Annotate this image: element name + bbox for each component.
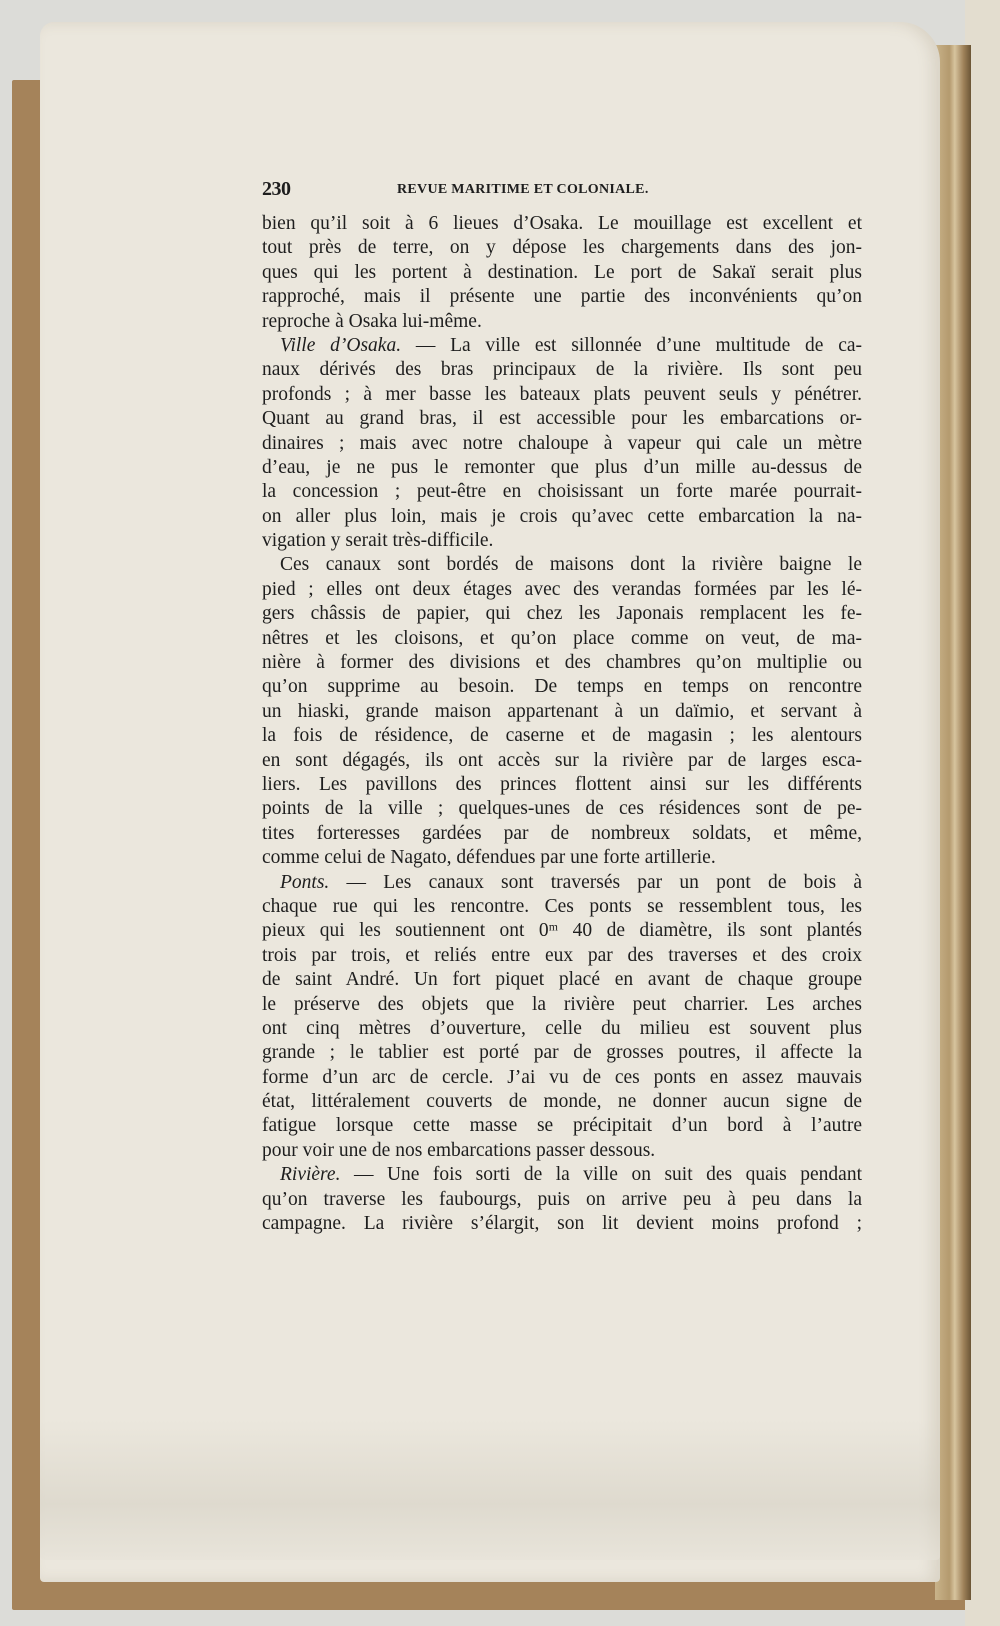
line-text: points de la ville ; quelques-unes de ces résidences sont de pe- (262, 798, 862, 820)
line-text: la concession ; peut-être en choisissant un forte marée pourrait- (262, 481, 862, 503)
line-text: pied ; elles ont deux étages avec des verandas formées par les lé- (262, 578, 862, 600)
line-text: nêtres et les cloisons, et qu’on place comme on veut, de ma- (262, 627, 862, 649)
line-text: tout près de terre, on y dépose les chargements dans des jon- (262, 237, 862, 259)
text-line (262, 871, 862, 895)
line-text: bien qu’il soit à 6 lieues d’Osaka. Le mouillage est excellent et (262, 213, 862, 234)
text-line (262, 407, 862, 431)
text-line (262, 212, 862, 236)
line-text: trois par trois, et reliés entre eux par des traverses et des croix (262, 944, 862, 966)
text-line (262, 236, 862, 260)
line-text: — La ville est sillonnée d’une multitude de ca- (401, 334, 862, 356)
line-text: d’eau, je ne pus le remonter que plus d’un mille au-dessus de (262, 456, 862, 478)
text-line (262, 773, 862, 797)
line-text: rapproché, mais il présente une partie des inconvénients qu’on (262, 286, 862, 308)
section-heading: Ponts. (280, 871, 330, 893)
section-heading: Ville d’Osaka. (280, 334, 402, 356)
text-line (262, 1114, 862, 1138)
text-line (262, 1163, 862, 1187)
text-line (262, 529, 862, 553)
text-line (262, 480, 862, 504)
page-text-block (262, 178, 862, 1236)
page-edges (935, 45, 971, 1600)
text-line (262, 749, 862, 773)
line-text: qu’on supprime au besoin. De temps en temps on rencontre (262, 676, 862, 698)
line-text: on aller plus loin, mais je crois qu’avec cette embarcation la na- (262, 505, 862, 527)
text-line (262, 602, 862, 626)
running-head (262, 178, 862, 212)
line-text: un hiaski, grande maison appartenant à un daïmio, et servant à (262, 700, 862, 722)
text-line (262, 724, 862, 748)
text-line (262, 1212, 862, 1236)
line-text: profonds ; à mer basse les bateaux plats peuvent seuls y pénétrer. (262, 383, 862, 405)
line-text: ont cinq mètres d’ouverture, celle du milieu est souvent plus (262, 1017, 862, 1039)
text-line (262, 919, 862, 943)
text-line (262, 822, 862, 846)
text-line (262, 578, 862, 602)
line-text: état, littéralement couverts de monde, ne donner aucun signe de (262, 1091, 862, 1113)
text-line (262, 383, 862, 407)
text-line (262, 456, 862, 480)
line-text: grande ; le tablier est porté par de grosses poutres, il affecte la (262, 1042, 862, 1064)
line-text: de saint André. Un fort piquet placé en avant de chaque groupe (262, 969, 862, 991)
text-line (262, 358, 862, 382)
line-text: naux dérivés des bras principaux de la rivière. Ils sont peu (262, 359, 862, 381)
page-bottom-fold (40, 1420, 940, 1560)
line-text: vigation y serait très-difficile. (262, 530, 494, 552)
text-line (262, 1017, 862, 1041)
text-line (262, 310, 862, 334)
text-line (262, 1066, 862, 1090)
line-text: pieux qui les soutiennent ont 0ᵐ 40 de diamètre, ils sont plantés (262, 920, 862, 942)
line-text: — Les canaux sont traversés par un pont de bois à (329, 871, 862, 893)
text-line (262, 505, 862, 529)
line-text: liers. Les pavillons des princes flottent ainsi sur les différents (262, 773, 862, 795)
text-line (262, 846, 862, 870)
text-line (262, 895, 862, 919)
line-text: dinaires ; mais avec notre chaloupe à vapeur qui cale un mètre (262, 432, 862, 454)
line-text: Quant au grand bras, il est accessible pour les embarcations or- (262, 408, 862, 430)
text-line (262, 1188, 862, 1212)
line-text: la fois de résidence, de caserne et de magasin ; les alentours (262, 725, 862, 747)
page-number: 230 (262, 178, 291, 200)
line-text: qu’on traverse les faubourgs, puis on arrive peu à peu dans la (262, 1188, 862, 1210)
line-text: reproche à Osaka lui-même. (262, 310, 482, 332)
text-line (262, 675, 862, 699)
line-text: nière à former des divisions et des chambres qu’on multiplie ou (262, 652, 862, 674)
text-line (262, 944, 862, 968)
line-text: campagne. La rivière s’élargit, son lit devient moins profond ; (262, 1213, 862, 1235)
line-text: fatigue lorsque cette masse se précipitait d’un bord à l’autre (262, 1115, 862, 1137)
text-line (262, 627, 862, 651)
section-heading: Rivière. (280, 1164, 341, 1186)
text-line (262, 797, 862, 821)
line-text: le préserve des objets que la rivière peut charrier. Les arches (262, 993, 862, 1015)
text-line (262, 1041, 862, 1065)
body-text (262, 212, 862, 1236)
text-line (262, 285, 862, 309)
line-text: chaque rue qui les rencontre. Ces ponts se ressemblent tous, les (262, 895, 862, 917)
line-text: Ces canaux sont bordés de maisons dont la rivière baigne le (280, 554, 862, 576)
line-text: — Une fois sorti de la ville on suit des quais pendant (340, 1164, 862, 1186)
line-text: tites forteresses gardées par de nombreux soldats, et même, (262, 822, 862, 844)
line-text: comme celui de Nagato, défendues par une forte artillerie. (262, 847, 716, 869)
text-line (262, 432, 862, 456)
text-line (262, 553, 862, 577)
line-text: ques qui les portent à destination. Le port de Sakaï serait plus (262, 261, 862, 283)
text-line (262, 334, 862, 358)
text-line (262, 1090, 862, 1114)
text-line (262, 1139, 862, 1163)
line-text: pour voir une de nos embarcations passer dessous. (262, 1139, 656, 1161)
text-line (262, 968, 862, 992)
line-text: en sont dégagés, ils ont accès sur la rivière par de larges esca- (262, 749, 862, 771)
journal-title: REVUE MARITIME ET COLONIALE. (397, 182, 649, 197)
line-text: forme d’un arc de cercle. J’ai vu de ces ponts en assez mauvais (262, 1066, 862, 1088)
text-line (262, 700, 862, 724)
line-text: gers châssis de papier, qui chez les Japonais remplacent les fe- (262, 603, 862, 625)
text-line (262, 651, 862, 675)
text-line (262, 261, 862, 285)
text-line (262, 993, 862, 1017)
